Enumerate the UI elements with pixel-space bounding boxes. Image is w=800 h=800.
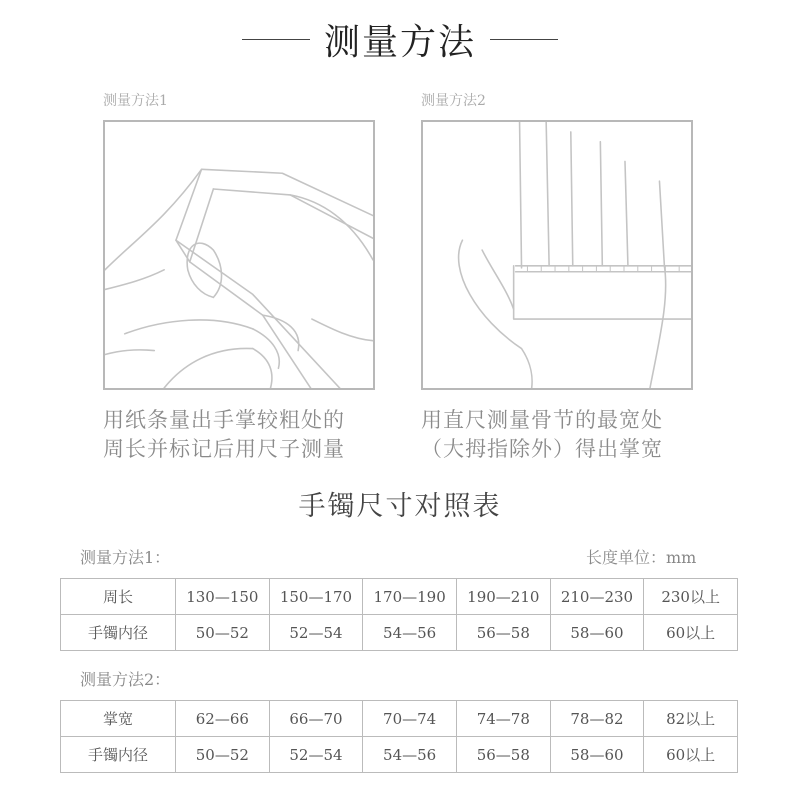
table-row [61,737,738,773]
table-cell: 54—56 [363,737,457,773]
table-cell: 50—52 [176,615,270,651]
table-cell: 66—70 [269,701,363,737]
table-row [61,579,738,615]
table-cell: 58—60 [550,615,644,651]
method1-caption [103,406,393,464]
table-cell: 74—78 [456,701,550,737]
table-cell: 230以上 [644,579,738,615]
table-cell: 82以上 [644,701,738,737]
hand-paper-strip-sketch [105,122,373,388]
table-cell: 56—58 [456,737,550,773]
table-cell: 210—230 [550,579,644,615]
method1-label: 测量方法1 [103,93,168,109]
table-cell: 150—170 [269,579,363,615]
method1-caption-line1: 用纸条量出手掌较粗处的 [103,408,345,432]
method2-caption-line1: 用直尺测量骨节的最宽处 [421,408,663,432]
table-cell: 70—74 [363,701,457,737]
method2-illustration [421,120,693,390]
table-row [61,701,738,737]
table-cell: 60以上 [644,615,738,651]
row-header: 周长 [61,579,176,615]
hand-ruler-sketch [423,122,691,388]
table-cell: 58—60 [550,737,644,773]
table-cell: 56—58 [456,615,550,651]
table-cell: 190—210 [456,579,550,615]
page-title: 测量方法 [323,21,476,63]
method2-caption [421,406,711,464]
table-cell: 170—190 [363,579,457,615]
table2-label: 测量方法2： [80,670,171,689]
table-cell: 52—54 [269,737,363,773]
table-cell: 52—54 [269,615,363,651]
unit-label: 长度单位：mm [586,548,697,567]
row-header: 掌宽 [61,701,176,737]
title-right-line [490,39,558,40]
title-row [0,14,800,64]
table-cell: 60以上 [644,737,738,773]
row-header: 手镯内径 [61,737,176,773]
method2-caption-line2: （大拇指除外）得出掌宽 [421,437,663,461]
table-cell: 62—66 [176,701,270,737]
method1-illustration [103,120,375,390]
table1-label: 测量方法1： [80,548,171,567]
table-cell: 130—150 [176,579,270,615]
method2-label: 测量方法2 [421,93,486,109]
method1-caption-line2: 周长并标记后用尺子测量 [103,437,345,461]
size-table-method1 [60,578,738,651]
table-cell: 50—52 [176,737,270,773]
size-chart-title: 手镯尺寸对照表 [298,491,502,522]
title-left-line [242,39,310,40]
size-table-method2 [60,700,738,773]
table-cell: 78—82 [550,701,644,737]
table-row [61,615,738,651]
row-header: 手镯内径 [61,615,176,651]
table-cell: 54—56 [363,615,457,651]
